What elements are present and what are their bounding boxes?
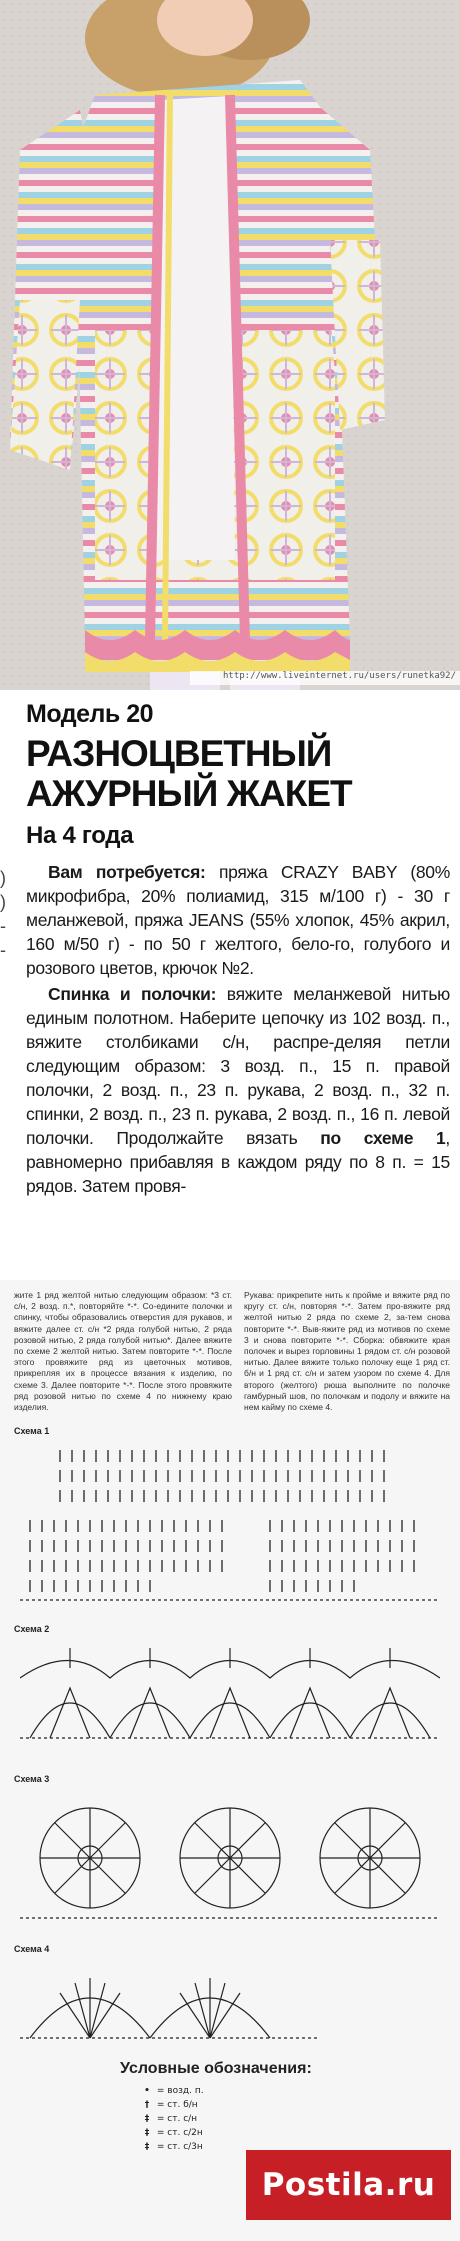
title-line-2: АЖУРНЫЙ ЖАКЕТ (26, 773, 352, 814)
schema-3-label: Схема 3 (14, 1774, 50, 1784)
legend-symbol: ‡ (144, 2128, 150, 2138)
legend-symbol: • (144, 2086, 150, 2096)
margin-mark: - (0, 916, 6, 936)
back-label: Спинка и полочки: (48, 984, 217, 1004)
schema-4-diagram (20, 1958, 320, 2048)
schema-reference: по схеме 1 (320, 1128, 446, 1148)
age-label: На 4 года (26, 822, 134, 849)
legend-symbol: ‡ (144, 2142, 150, 2152)
legend-item (140, 2086, 204, 2096)
legend-symbol: † (144, 2100, 150, 2110)
brand-name: Postila.ru (261, 2167, 436, 2203)
model-number: Модель 20 (26, 700, 154, 728)
materials-label: Вам потребуется: (48, 862, 206, 882)
legend-symbol: ‡ (144, 2114, 150, 2124)
legend-item (140, 2142, 203, 2152)
article-body (26, 860, 450, 1200)
legend-item (140, 2100, 198, 2110)
materials-text: пряжа CRAZY BABY (80% микрофибра, 20% полиамид, 315 м/100 г) - 30 г меланжевой, пряжа JEANS (55% хлопок, 45% акрил, 160 м/50 г) - по 50 г желтого, бело-го, голубого и розового цветов, крючок №2. (26, 862, 450, 978)
instructions-column-2: Рукава: прикрепите нить к пройме и вяжите ряд по кругу ст. с/н, повторяя *-*. Затем про-вяжите ряд желтой нитью 2 ряда по схеме 2, за-тем снова повторите *-*. Выв-яжите ряд из мотивов по схеме 3 и снова повторите *-*. Сборка: обвяжите края полочек и вырез горловины 1 рядом ст. с/н розовой нитью. Далее вяжите только полочку еще 1 ряд ст. б/н и 1 ряд ст. с/н и затем узором по схеме 4. Для второго (желтого) рюша выполните по полочке гамбурный шов, по полочкам и подолу и вяжите на нем кайму по схеме 4. (244, 1290, 450, 1413)
materials-paragraph (26, 860, 450, 980)
legend-title: Условные обозначения: (120, 2060, 312, 2077)
legend-text: = ст. с/2н (156, 2128, 203, 2138)
legend-text: = ст. б/н (156, 2100, 198, 2110)
schema-2-label: Схема 2 (14, 1624, 50, 1634)
product-photo (0, 0, 460, 690)
legend-text: = ст. с/3н (156, 2142, 203, 2152)
legend-item (140, 2114, 197, 2124)
back-paragraph (26, 982, 450, 1198)
back-text-end: , равномерно прибавляя в каждом ряду по 8 п. = 15 рядов. Затем провя- (26, 1128, 450, 1196)
schema-3-diagram (20, 1788, 440, 1928)
title-line-1: РАЗНОЦВЕТНЫЙ (26, 733, 332, 774)
pattern-article (0, 690, 460, 1280)
article-title (26, 734, 446, 814)
margin-mark: ) (0, 892, 6, 912)
pattern-scan (0, 1280, 460, 2241)
schema-1-label: Схема 1 (14, 1426, 50, 1436)
back-text: вяжите меланжевой нитью единым полотном. Наберите цепочку из 102 возд. п., вяжите столбиками с/н, распре-деляя петли следующим образом: 3 возд. п., 15 п. правой полочки, 2 возд. п., 23 п. рукава, 2 возд. п., 32 п. спинки, 2 возд. п., 23 п. рукава, 2 возд. п., 16 п. левой полочки. Продолжайте вязать (26, 984, 450, 1148)
instructions-column-1: жите 1 ряд желтой нитью следующим образом: *3 ст. с/н, 2 возд. п.*, повторяйте *-*. Со-едините полочки и спинку, чтобы образовались отверстия для рукавов, и вяжите далее ст. с/н *2 ряда голубой нитью, 2 ряда розовой нитью, 2 ряда голубой нитью*. Далее вяжите по схеме 2 желтой нитью. Затем повторите *-*. После этого провяжите ряд из цветочных мотивов, прикрепляя их в процессе вязания к изделию, по схеме 3. Далее повторите *-*. После этого провяжите ряд розовой нитью по схеме 4 по нижнему краю изделия. (14, 1290, 232, 1413)
schema-2-diagram (20, 1638, 440, 1758)
legend-item (140, 2128, 203, 2138)
watermark-url: http://www.liveinternet.ru/users/runetka92/ (190, 671, 460, 685)
child-in-jacket-illustration (0, 0, 460, 690)
margin-mark: - (0, 940, 6, 960)
postila-logo[interactable] (246, 2150, 451, 2220)
margin-mark: ) (0, 868, 6, 888)
legend-text: = возд. п. (156, 2086, 204, 2096)
schema-4-label: Схема 4 (14, 1944, 50, 1954)
schema-1-diagram (20, 1440, 440, 1610)
legend-text: = ст. с/н (156, 2114, 198, 2124)
